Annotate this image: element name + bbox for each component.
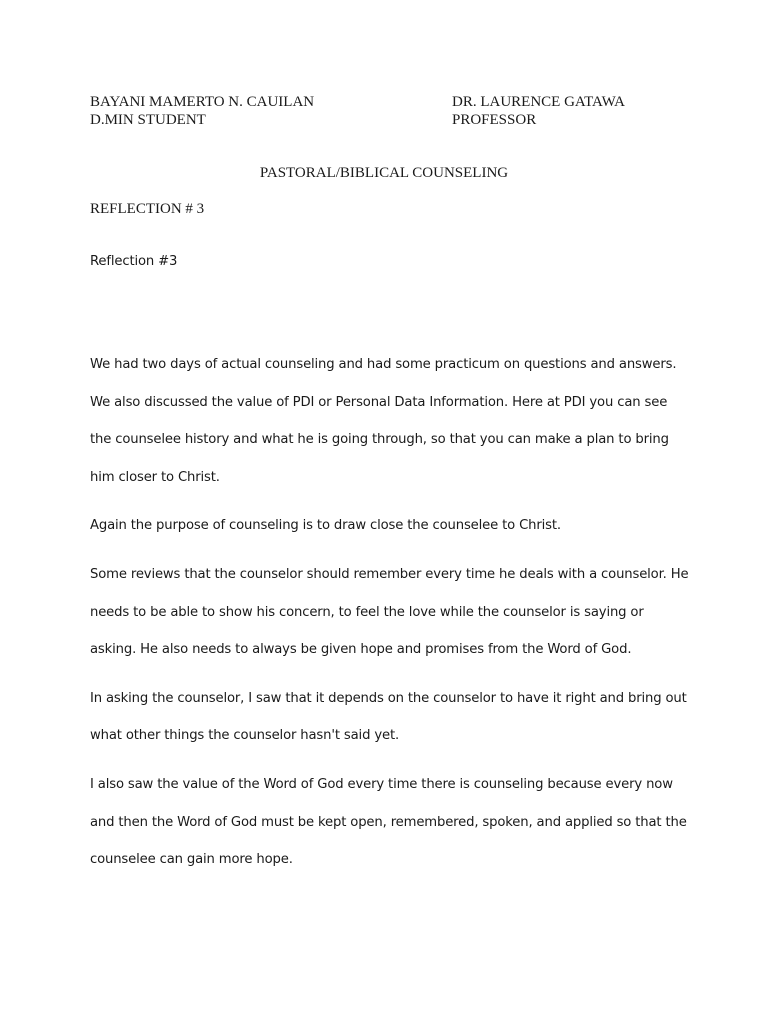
author-role: D.MIN STUDENT bbox=[90, 112, 206, 128]
reflection-subtitle: Reflection #3 bbox=[90, 254, 178, 269]
professor-block bbox=[452, 93, 625, 129]
body-paragraph: We had two days of actual counseling and had some practicum on questions and answers. We also discussed the value of PDI or Personal Data Information. Here at PDI you can see the counselee history and what he is going through, so that you can make a plan to bring him closer to Christ. bbox=[90, 357, 677, 485]
professor-role: PROFESSOR bbox=[452, 112, 537, 128]
reflection-body bbox=[90, 346, 690, 879]
body-paragraph: In asking the counselor, I saw that it depends on the counselor to have it right and bring out what other things the counselor hasn't said yet. bbox=[90, 690, 687, 744]
course-title: PASTORAL/BIBLICAL COUNSELING bbox=[259, 165, 509, 181]
reflection-heading: REFLECTION # 3 bbox=[90, 201, 205, 217]
body-paragraph: Some reviews that the counselor should remember every time he deals with a counselor. He needs to be able to show his concern, to feel the love while the counselor is saying or asking. He also needs to always be given hope and promises from the Word of God. bbox=[90, 566, 689, 658]
author-name: BAYANI MAMERTO N. CAUILAN bbox=[90, 94, 315, 110]
author-block bbox=[90, 93, 314, 129]
body-paragraph: Again the purpose of counseling is to draw close the counselee to Christ. bbox=[90, 518, 561, 534]
body-paragraph: I also saw the value of the Word of God every time there is counseling because every now and then the Word of God must be kept open, remembered, spoken, and applied so that the counselee can gain more hope. bbox=[90, 776, 687, 868]
professor-name: DR. LAURENCE GATAWA bbox=[452, 94, 626, 110]
